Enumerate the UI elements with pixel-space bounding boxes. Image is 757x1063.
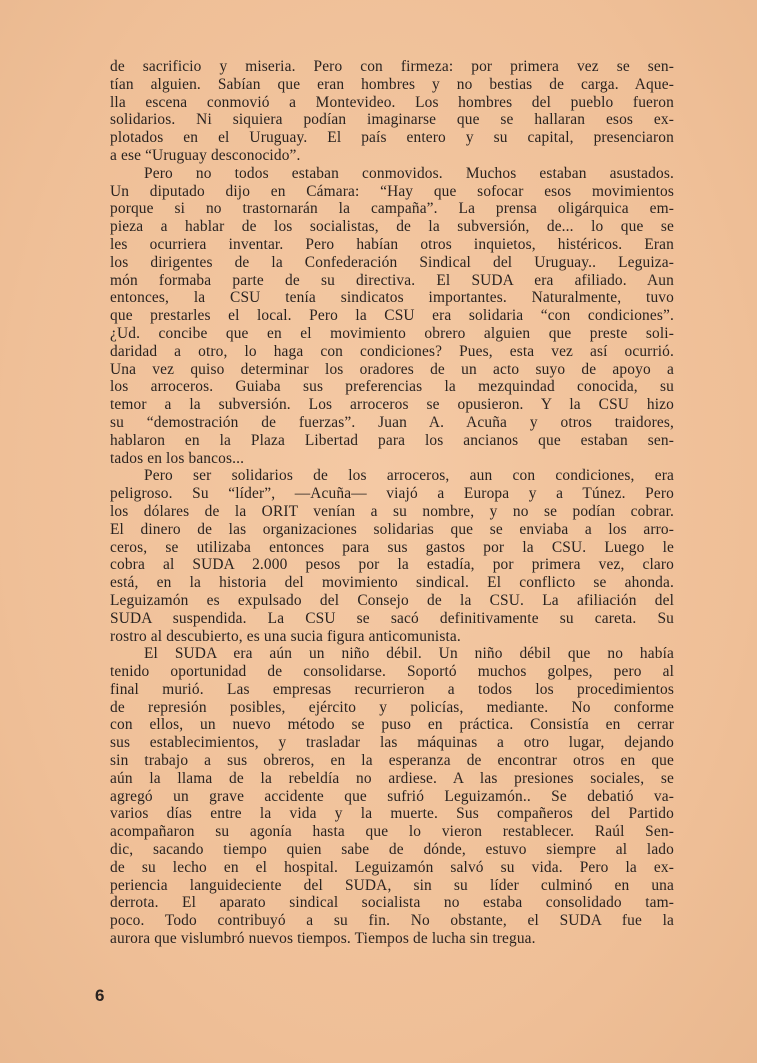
text-line: periencia languideciente del SUDA, sin su líder culminó en una	[110, 876, 674, 894]
text-line: Un diputado dijo en Cámara: “Hay que sofocar esos movimientos	[110, 182, 674, 200]
text-line: ceros, se utilizaba entonces para sus gastos por la CSU. Luego le	[110, 538, 674, 556]
paragraph	[110, 645, 674, 948]
text-line: los dirigentes de la Confederación Sindical del Uruguay.. Leguiza-	[110, 253, 674, 271]
text-line: rostro al descubierto, es una sucia figura anticomunista.	[110, 627, 461, 645]
text-line: aún la llama de la rebeldía no ardiese. A las presiones sociales, se	[110, 769, 674, 787]
text-line: pieza a hablar de los socialistas, de la subversión, de... lo que se	[110, 218, 674, 236]
text-line: Pero no todos estaban conmovidos. Muchos estaban asustados.	[144, 164, 674, 182]
text-line: de su lecho en el hospital. Leguizamón salvó su vida. Pero la ex-	[110, 858, 674, 876]
text-line: món formaba parte de su directiva. El SUDA era afiliado. Aun	[110, 271, 674, 289]
text-line: agregó un grave accidente que sufrió Leguizamón.. Se debatió va-	[110, 787, 674, 805]
text-line: Una vez quiso determinar los oradores de un acto suyo de apoyo a	[110, 360, 674, 378]
text-line: con ellos, un nuevo método se puso en práctica. Consistía en cerrar	[110, 716, 674, 734]
text-line: de sacrificio y miseria. Pero con firmeza: por primera vez se sen-	[110, 58, 674, 75]
text-line: les ocurriera inventar. Pero habían otros inquietos, histéricos. Eran	[110, 235, 674, 253]
text-line: los arroceros. Guiaba sus preferencias la mezquindad conocida, su	[110, 378, 674, 396]
paragraph	[110, 467, 674, 645]
text-line: que prestarles el local. Pero la CSU era solidaria “con condiciones”.	[110, 307, 674, 325]
text-line: plotados en el Uruguay. El país entero y su capital, presenciaron	[110, 129, 674, 147]
text-line: tados en los bancos...	[110, 449, 245, 467]
text-line: poco. Todo contribuyó a su fin. No obstante, el SUDA fue la	[110, 912, 674, 930]
text-line: porque si no trastornarán la campaña”. La prensa oligárquica em-	[110, 200, 674, 218]
paragraph	[110, 58, 674, 165]
text-line: SUDA suspendida. La CSU se sacó definitivamente su careta. Su	[110, 609, 674, 627]
text-line: Pero ser solidarios de los arroceros, aun con condiciones, era	[144, 467, 674, 485]
text-line: acompañaron su agonía hasta que lo vieron restablecer. Raúl Sen-	[110, 823, 674, 841]
body-text	[110, 58, 674, 948]
text-line: cobra al SUDA 2.000 pesos por la estadía, por primera vez, claro	[110, 556, 674, 574]
text-line: aurora que vislumbró nuevos tiempos. Tiempos de lucha sin tregua.	[110, 930, 536, 948]
text-line: los dólares de la ORIT venían a su nombre, y no se podían cobrar.	[110, 502, 674, 520]
text-line: sus establecimientos, y trasladar las máquinas a otro lugar, dejando	[110, 734, 674, 752]
text-line: su “demostración de fuerzas”. Juan A. Acuña y otros traidores,	[110, 413, 674, 431]
text-line: está, en la historia del movimiento sindical. El conflicto se ahonda.	[110, 574, 674, 592]
text-line: temor a la subversión. Los arroceros se opusieron. Y la CSU hizo	[110, 396, 674, 414]
paragraph	[110, 165, 674, 468]
text-line: varios días entre la vida y la muerte. Sus compañeros del Partido	[110, 805, 674, 823]
text-line: lla escena conmovió a Montevideo. Los hombres del pueblo fueron	[110, 93, 674, 111]
text-line: dic, sacando tiempo quien sabe de dónde, estuvo siempre al lado	[110, 841, 674, 859]
text-line: a ese “Uruguay desconocido”.	[110, 146, 301, 164]
text-line: El dinero de las organizaciones solidarias que se enviaba a los arro-	[110, 520, 674, 538]
text-line: daridad a otro, lo haga con condiciones? Pues, esta vez así ocurrió.	[110, 342, 674, 360]
text-line: sin trabajo a sus obreros, en la esperanza de encontrar otros en que	[110, 752, 674, 770]
text-line: de represión posibles, ejército y policías, mediante. No conforme	[110, 698, 674, 716]
text-line: El SUDA era aún un niño débil. Un niño débil que no había	[144, 645, 674, 663]
text-line: final murió. Las empresas recurrieron a todos los procedimientos	[110, 680, 674, 698]
text-line: derrota. El aparato sindical socialista no estaba consolidado tam-	[110, 894, 674, 912]
text-line: ¿Ud. concibe que en el movimiento obrero alguien que preste soli-	[110, 324, 674, 342]
text-line: hablaron en la Plaza Libertad para los ancianos que estaban sen-	[110, 431, 674, 449]
text-line: Leguizamón es expulsado del Consejo de la CSU. La afiliación del	[110, 591, 674, 609]
text-line: peligroso. Su “líder”, —Acuña— viajó a Europa y a Túnez. Pero	[110, 485, 674, 503]
page-number: 6	[95, 986, 105, 1005]
text-line: entonces, la CSU tenía sindicatos importantes. Naturalmente, tuvo	[110, 289, 674, 307]
text-line: tenido oportunidad de consolidarse. Soportó muchos golpes, pero al	[110, 663, 674, 681]
text-line: solidarios. Ni siquiera podían imaginarse que se hallaran esos ex-	[110, 111, 674, 129]
text-line: tían alguien. Sabían que eran hombres y no bestias de carga. Aque-	[110, 75, 674, 93]
